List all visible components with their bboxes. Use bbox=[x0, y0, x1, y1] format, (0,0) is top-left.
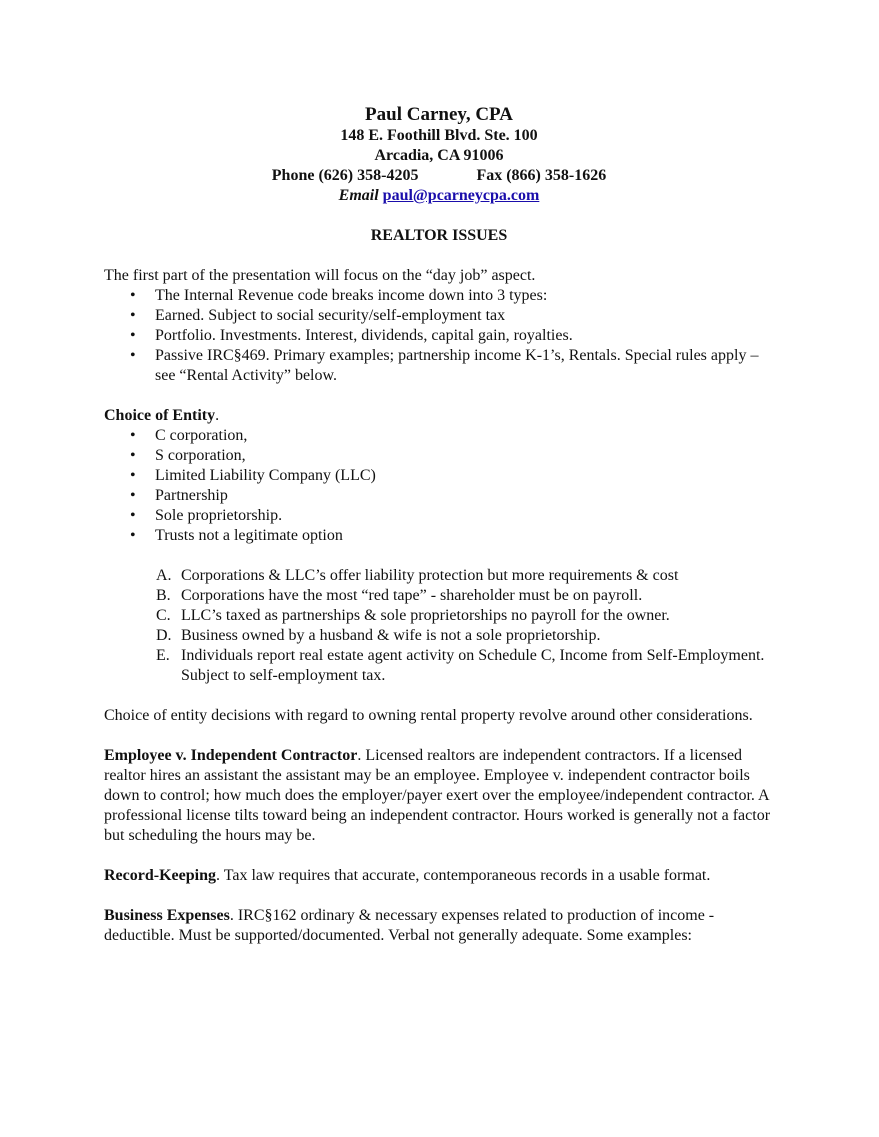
document-page bbox=[104, 104, 774, 946]
list-item-text: Business owned by a husband & wife is not a sole proprietorship. bbox=[181, 627, 601, 644]
list-item: • C corporation, bbox=[104, 426, 774, 446]
employee-text: . Licensed realtors are independent contractors. If a licensed realtor hires an assistant the assistant may be an employee. Employee v. independent contractor boils down to control; how much does the employer/payer exert over the employee/independent contractor. A professional license tilts toward being an independent contractor. Hours worked is generally not a factor but scheduling the hours may be. bbox=[104, 747, 771, 844]
entity-heading-suffix: . bbox=[215, 407, 220, 424]
intro-paragraph: The first part of the presentation will focus on the “day job” aspect. bbox=[104, 267, 536, 284]
email-label: Email bbox=[338, 187, 379, 204]
list-item: • The Internal Revenue code breaks income down into 3 types: bbox=[104, 286, 774, 306]
list-item-text: Individuals report real estate agent activity on Schedule C, Income from Self-Employment. Subject to self-employment tax. bbox=[181, 647, 765, 684]
records-text: . Tax law requires that accurate, contemporaneous records in a usable format. bbox=[215, 867, 711, 884]
list-marker: C. bbox=[156, 607, 171, 624]
list-item: • Trusts not a legitimate option bbox=[104, 526, 774, 546]
expenses-text: . IRC§162 ordinary & necessary expenses related to production of income - deductible. Must be supported/documented. Verbal not generally adequate. Some examples: bbox=[104, 907, 715, 944]
list-item bbox=[104, 626, 774, 646]
list-item: • S corporation, bbox=[104, 446, 774, 466]
employee-paragraph bbox=[104, 746, 774, 846]
list-marker: D. bbox=[156, 627, 172, 644]
entity-closing-paragraph: Choice of entity decisions with regard to owning rental property revolve around other considerations. bbox=[104, 707, 753, 724]
address-line-2: Arcadia, CA 91006 bbox=[374, 147, 504, 164]
list-item-text: Corporations have the most “red tape” - shareholder must be on payroll. bbox=[181, 587, 643, 604]
list-item: • Passive IRC§469. Primary examples; partnership income K-1’s, Rentals. Special rules apply – see “Rental Activity” below. bbox=[104, 346, 774, 386]
employee-heading: Employee v. Independent Contractor bbox=[104, 747, 358, 764]
expenses-paragraph bbox=[104, 906, 774, 946]
records-heading: Record-Keeping bbox=[104, 867, 216, 884]
author-name: Paul Carney, CPA bbox=[365, 104, 513, 125]
list-item-text: LLC’s taxed as partnerships & sole proprietorships no payroll for the owner. bbox=[181, 607, 670, 624]
list-marker: E. bbox=[156, 647, 170, 664]
list-item: • Limited Liability Company (LLC) bbox=[104, 466, 774, 486]
list-item: • Partnership bbox=[104, 486, 774, 506]
records-paragraph bbox=[104, 866, 774, 886]
list-item bbox=[104, 646, 774, 686]
entity-heading-line bbox=[104, 406, 774, 426]
address-line-1: 148 E. Foothill Blvd. Ste. 100 bbox=[340, 127, 538, 144]
contact-line bbox=[104, 166, 774, 186]
entity-heading: Choice of Entity bbox=[104, 407, 216, 424]
document-title: REALTOR ISSUES bbox=[370, 227, 508, 244]
email-line bbox=[104, 186, 774, 206]
letterhead bbox=[104, 104, 774, 206]
list-item: • Sole proprietorship. bbox=[104, 506, 774, 526]
list-marker: A. bbox=[156, 567, 172, 584]
list-marker: B. bbox=[156, 587, 171, 604]
fax-number: Fax (866) 358-1626 bbox=[476, 167, 607, 184]
entity-points-list bbox=[104, 566, 774, 686]
income-types-list bbox=[104, 286, 774, 386]
email-link[interactable]: paul@pcarneycpa.com bbox=[382, 187, 540, 204]
list-item-text: Corporations & LLC’s offer liability protection but more requirements & cost bbox=[181, 567, 679, 584]
list-item bbox=[104, 586, 774, 606]
entity-types-list bbox=[104, 426, 774, 546]
expenses-heading: Business Expenses bbox=[104, 907, 230, 924]
list-item bbox=[104, 566, 774, 586]
list-item: • Portfolio. Investments. Interest, dividends, capital gain, royalties. bbox=[104, 326, 774, 346]
list-item: • Earned. Subject to social security/self-employment tax bbox=[104, 306, 774, 326]
phone-number: Phone (626) 358-4205 bbox=[271, 167, 419, 184]
list-item bbox=[104, 606, 774, 626]
